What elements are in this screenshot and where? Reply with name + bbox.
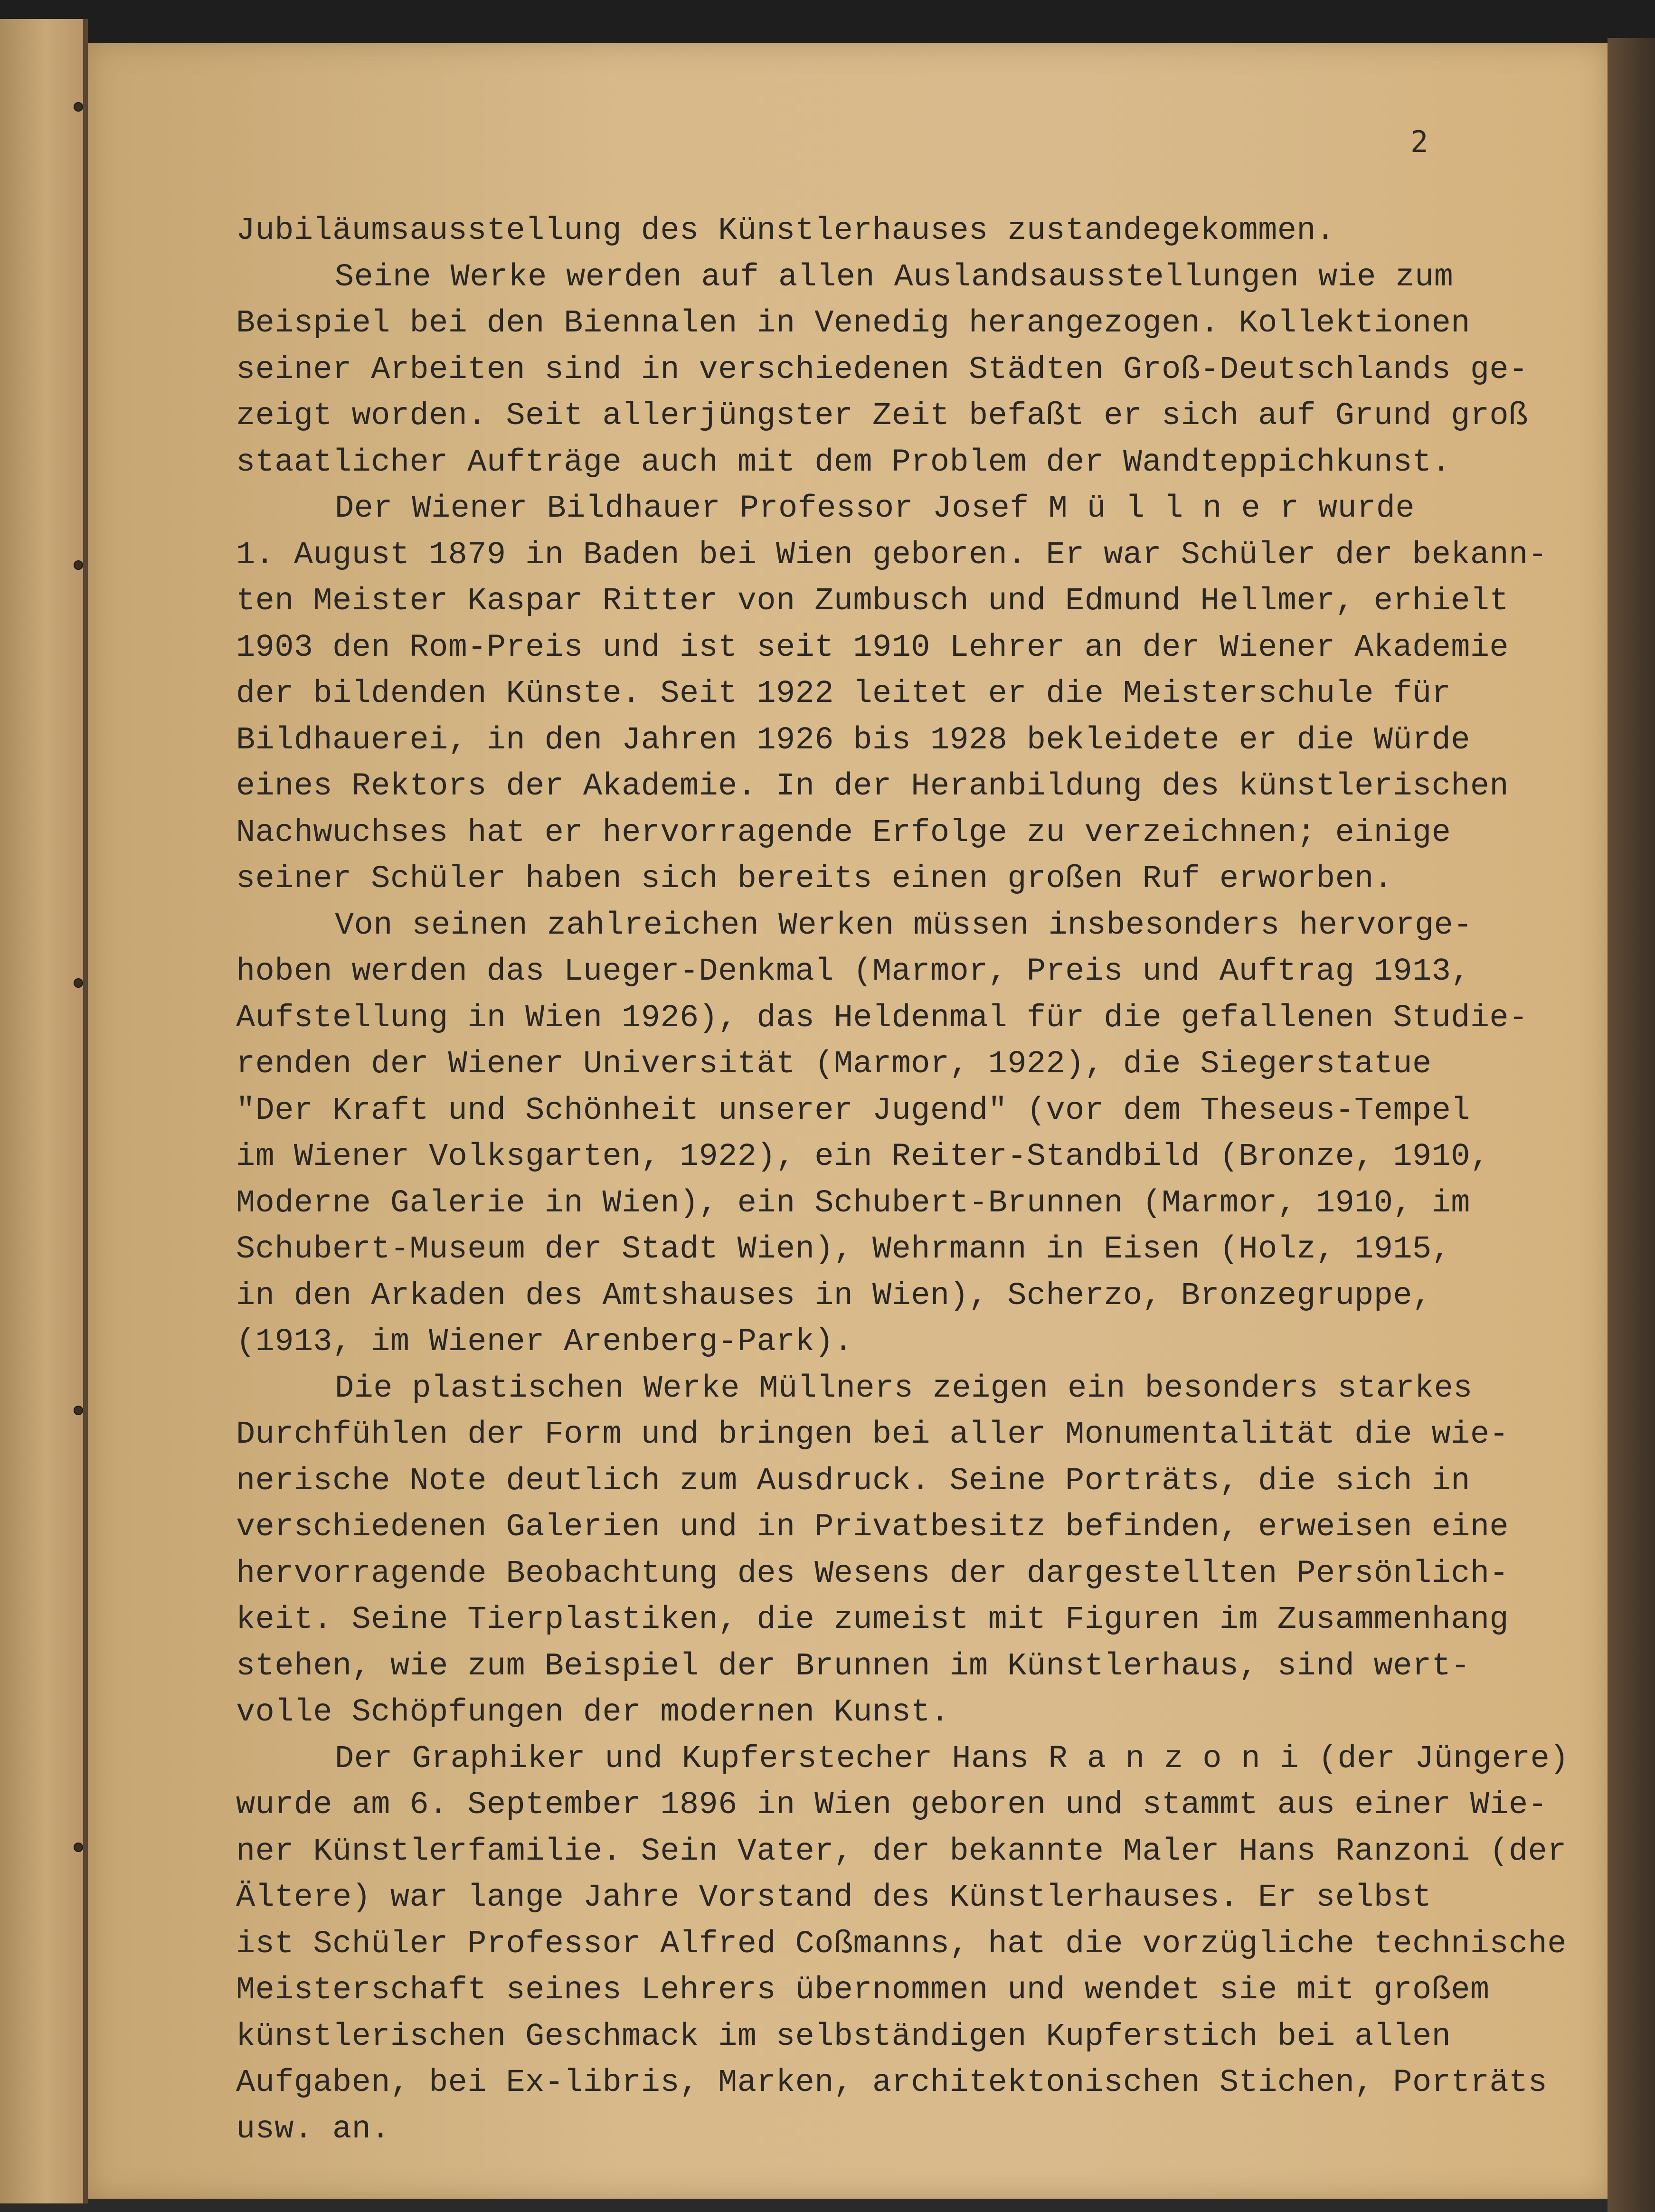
text-line: hoben werden das Lueger-Denkmal (Marmor, Preis und Auftrag 1913, — [236, 954, 1470, 990]
text-line: keit. Seine Tierplastiken, die zumeist mit Figuren im Zusammenhang — [236, 1602, 1509, 1638]
text-line: Aufgaben, bei Ex-libris, Marken, architektonischen Stichen, Porträts — [236, 2065, 1548, 2101]
text-line: renden der Wiener Universität (Marmor, 1922), die Siegerstatue — [236, 1046, 1432, 1082]
text-line: Ältere) war lange Jahre Vorstand des Künstlerhauses. Er selbst — [236, 1880, 1432, 1916]
text-line: verschiedenen Galerien und in Privatbesitz befinden, erweisen eine — [236, 1509, 1509, 1545]
text-line: künstlerischen Geschmack im selbständigen Kupferstich bei allen — [236, 2018, 1451, 2055]
text-line: Schubert-Museum der Stadt Wien), Wehrmann in Eisen (Holz, 1915, — [236, 1231, 1451, 1267]
text-line: Aufstellung in Wien 1926), das Heldenmal für die gefallenen Studie- — [236, 1000, 1528, 1036]
text-line: seiner Schüler haben sich bereits einen großen Ruf erworben. — [236, 861, 1393, 897]
text-line: Bildhauerei, in den Jahren 1926 bis 1928 bekleidete er die Würde — [236, 722, 1470, 758]
binding-stitch — [74, 978, 83, 988]
binding-stitch — [74, 560, 83, 570]
text-line: Meisterschaft seines Lehrers übernommen und wendet sie mit großem — [236, 1972, 1490, 2008]
previous-page-edge — [0, 19, 88, 2203]
text-line: wurde am 6. September 1896 in Wien geboren und stammt aus einer Wie- — [236, 1787, 1548, 1823]
text-line: hervorragende Beobachtung des Wesens der dargestellten Persönlich- — [236, 1555, 1509, 1592]
text-line: im Wiener Volksgarten, 1922), ein Reiter-Standbild (Bronze, 1910, — [236, 1139, 1490, 1175]
text-line: Beispiel bei den Biennalen in Venedig herangezogen. Kollektionen — [236, 305, 1470, 341]
typewritten-text — [236, 208, 1569, 2153]
text-line: der bildenden Künste. Seit 1922 leitet er die Meisterschule für — [236, 676, 1451, 712]
page-number: 2 — [1410, 124, 1428, 159]
text-line: Die plastischen Werke Müllners zeigen ein besonders starkes — [335, 1370, 1473, 1407]
text-line: 1903 den Rom-Preis und ist seit 1910 Lehrer an der Wiener Akademie — [236, 629, 1509, 666]
text-line: usw. an. — [236, 2111, 390, 2147]
text-line: nerische Note deutlich zum Ausdruck. Seine Porträts, die sich in — [236, 1463, 1470, 1499]
text-line: Seine Werke werden auf allen Auslandsausstellungen wie zum — [335, 259, 1454, 295]
text-line: (1913, im Wiener Arenberg-Park). — [236, 1324, 853, 1360]
text-line: in den Arkaden des Amtshauses in Wien), Scherzo, Bronzegruppe, — [236, 1277, 1432, 1314]
text-line: ner Künstlerfamilie. Sein Vater, der bekannte Maler Hans Ranzoni (der — [236, 1833, 1567, 1870]
text-line: Jubiläumsausstellung des Künstlerhauses zustandegekommen. — [236, 213, 1335, 249]
text-line: 1. August 1879 in Baden bei Wien geboren. Er war Schüler der bekann- — [236, 537, 1548, 573]
binding-stitch — [74, 102, 83, 112]
text-line: Durchfühlen der Form und bringen bei aller Monumentalität die wie- — [236, 1417, 1509, 1453]
text-line: stehen, wie zum Beispiel der Brunnen im Künstlerhaus, sind wert- — [236, 1648, 1470, 1684]
text-line: staatlicher Aufträge auch mit dem Problem der Wandteppichkunst. — [236, 444, 1451, 481]
text-line: Nachwuchses hat er hervorragende Erfolge zu verzeichnen; einige — [236, 814, 1451, 851]
text-line: Moderne Galerie in Wien), ein Schubert-Brunnen (Marmor, 1910, im — [236, 1185, 1470, 1221]
text-line: "Der Kraft und Schönheit unserer Jugend" (vor dem Theseus-Tempel — [236, 1092, 1470, 1129]
text-line: Von seinen zahlreichen Werken müssen insbesonders hervorge- — [335, 907, 1473, 944]
scan-backdrop — [0, 0, 1655, 43]
text-line: ten Meister Kaspar Ritter von Zumbusch und Edmund Hellmer, erhielt — [236, 583, 1509, 619]
text-line: seiner Arbeiten sind in verschiedenen Städten Groß-Deutschlands ge- — [236, 351, 1528, 388]
text-line: zeigt worden. Seit allerjüngster Zeit befaßt er sich auf Grund groß — [236, 398, 1528, 434]
text-line: eines Rektors der Akademie. In der Heranbildung des künstlerischen — [236, 768, 1509, 804]
text-line: ist Schüler Professor Alfred Coßmanns, hat die vorzügliche technische — [236, 1926, 1567, 1962]
binding-stitch — [74, 1406, 83, 1415]
text-line: Der Graphiker und Kupferstecher Hans R a n z o n i (der Jüngere) — [335, 1740, 1569, 1777]
binding-stitch — [74, 1843, 83, 1852]
text-line: volle Schöpfungen der modernen Kunst. — [236, 1694, 950, 1730]
page-stack-edge — [1608, 38, 1655, 2212]
text-line: Der Wiener Bildhauer Professor Josef M ü l l n e r wurde — [335, 491, 1415, 527]
